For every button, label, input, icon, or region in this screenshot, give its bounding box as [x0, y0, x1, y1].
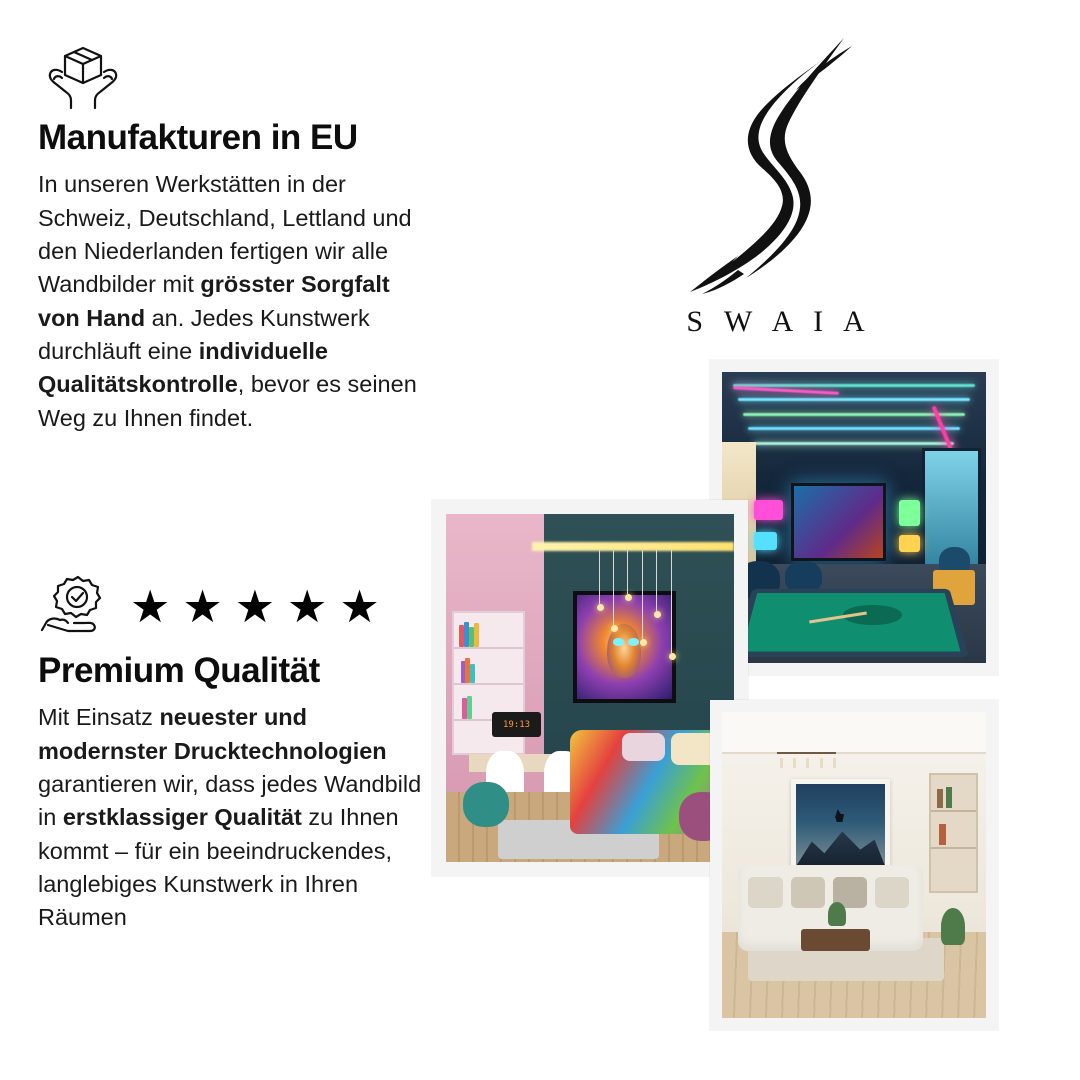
page-title: Manufakturen in EU	[38, 118, 358, 157]
body-text-segment: zu Ihnen kommt – für ein beeindruckendes, langlebiges Kunstwerk in Ihren Räumen	[38, 804, 399, 931]
rating-row	[38, 573, 438, 639]
star-icon: ★	[130, 580, 171, 632]
lion-wall-art	[573, 591, 676, 703]
body-text-segment: Mit Einsatz	[38, 704, 160, 731]
wolf-wall-art	[791, 779, 891, 872]
body-text-segment: , bevor es seinen Weg zu Ihnen findet.	[38, 371, 417, 431]
star-icon: ★	[339, 580, 380, 632]
photo-gaming-room	[710, 360, 998, 675]
manufacturing-body	[38, 168, 428, 435]
block-premium-quality	[38, 573, 438, 935]
star-icon: ★	[234, 580, 276, 632]
brand-wordmark: S W A I A	[686, 305, 872, 338]
hands-holding-box-icon	[38, 42, 128, 112]
star-icon: ★	[182, 580, 223, 632]
digital-clock: 19:13	[492, 712, 541, 736]
body-text-segment: garantieren wir, dass jedes Wandbild in	[38, 770, 422, 831]
photo-kids-bedroom	[432, 500, 748, 876]
body-text-bold: grösster Sorgfalt von Hand	[38, 271, 390, 331]
body-text-bold: individuelle Qualitätskontrolle	[38, 338, 328, 398]
body-text-segment: an. Jedes Kunstwerk durchläuft eine	[38, 304, 370, 365]
living-room-image	[722, 712, 986, 1018]
premium-body	[38, 701, 428, 935]
body-text-bold: neuester und modernster Drucktechnologien	[38, 704, 387, 764]
hand-holding-quality-seal-icon	[38, 573, 116, 639]
block-manufacturing	[38, 42, 438, 435]
photo-living-room	[710, 700, 998, 1030]
kids-bedroom-image	[446, 514, 734, 862]
body-text-bold: erstklassiger Qualität	[62, 804, 302, 831]
star-rating	[130, 580, 380, 632]
gaming-room-image	[722, 372, 986, 663]
section-title-premium: Premium Qualität	[38, 651, 320, 690]
star-icon: ★	[287, 580, 328, 632]
body-text-segment: In unseren Werkstätten in der Schweiz, Deutschland, Lettland und den Niederlanden fertigen wir alle Wandbilder mit	[38, 171, 412, 298]
brand-logo	[676, 30, 876, 339]
swaia-s-monogram-icon	[676, 30, 876, 305]
